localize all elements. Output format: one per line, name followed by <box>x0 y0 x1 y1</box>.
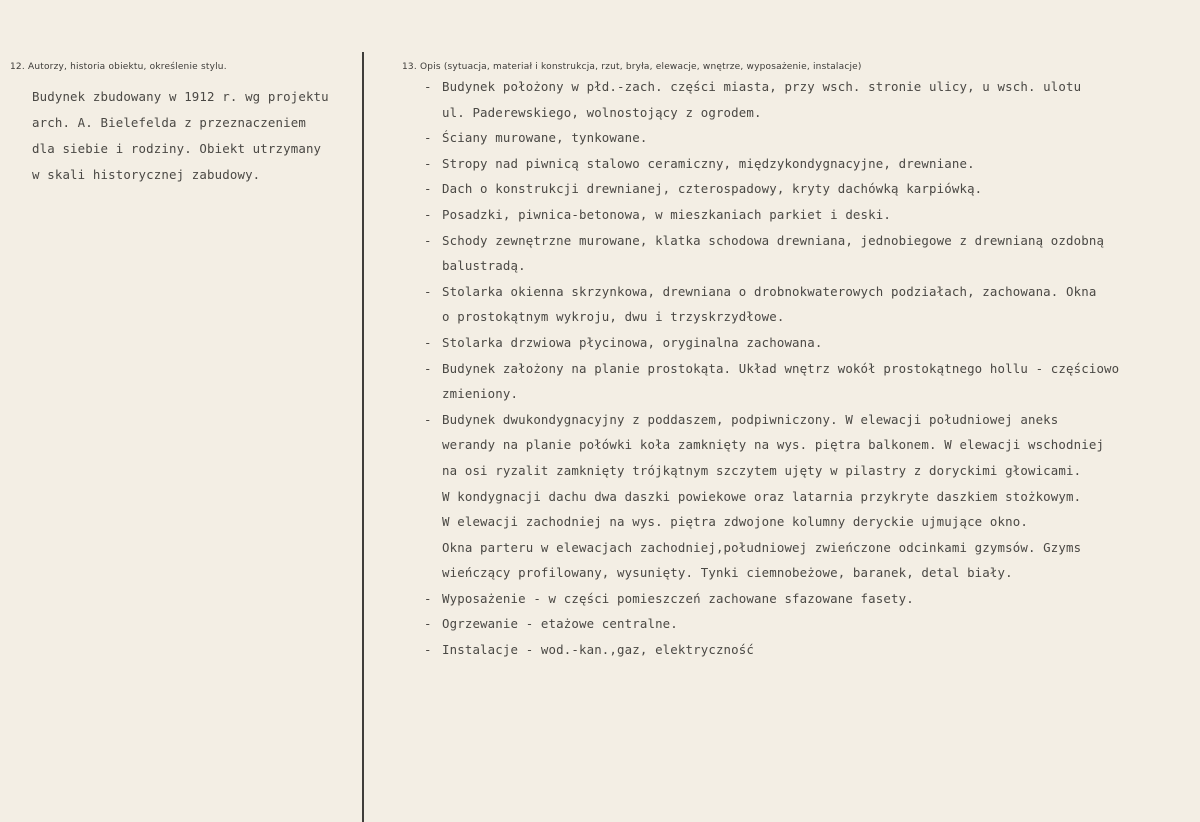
list-item <box>424 151 1184 177</box>
list-item-line: W kondygnacji dachu dwa daszki powiekowe oraz latarnia przykryte daszkiem stożkowym. <box>442 488 1082 504</box>
section-12-line: arch. A. Bielefelda z przeznaczeniem <box>32 115 306 130</box>
list-bullet: - <box>424 616 432 632</box>
section-12-text <box>32 84 350 188</box>
list-item-line: Stropy nad piwnicą stalowo ceramiczny, międzykondygnacyjne, drewniane. <box>442 155 975 171</box>
list-item <box>424 356 1184 407</box>
list-item-line: na osi ryzalit zamknięty trójkątnym szczytem ujęty w pilastry z doryckimi głowicami. <box>442 462 1082 478</box>
section-13-list <box>424 74 1184 663</box>
list-item-line: Schody zewnętrzne murowane, klatka schodowa drewniana, jednobiegowe z drewnianą ozdobną <box>442 232 1105 248</box>
list-bullet: - <box>424 79 432 94</box>
section-12-line: Budynek zbudowany w 1912 r. wg projektu <box>32 89 329 104</box>
list-item-line: Ściany murowane, tynkowane. <box>442 130 648 146</box>
list-item-line: W elewacji zachodniej na wys. piętra zdwojone kolumny deryckie ujmujące okno. <box>442 514 1028 530</box>
list-item-line: ul. Paderewskiego, wolnostojący z ogrodem. <box>442 104 762 120</box>
section-13-heading: 13. Opis (sytuacja, materiał i konstrukcja, rzut, bryła, elewacje, wnętrze, wyposażenie, instalacje) <box>402 62 862 72</box>
list-item <box>424 407 1184 586</box>
list-bullet: - <box>424 590 432 606</box>
list-item-line: zmieniony. <box>442 386 519 402</box>
list-item <box>424 279 1184 330</box>
list-item <box>424 176 1184 202</box>
list-item-line: Ogrzewanie - etażowe centralne. <box>442 616 678 632</box>
list-item-line: o prostokątnym wykroju, dwu i trzyskrzydłowe. <box>442 309 785 325</box>
list-bullet: - <box>424 155 432 171</box>
column-divider <box>362 52 364 822</box>
list-bullet: - <box>424 642 432 658</box>
list-bullet: - <box>424 411 432 427</box>
list-item-line: Stolarka okienna skrzynkowa, drewniana o drobnokwaterowych podziałach, zachowana. Okna <box>442 283 1097 299</box>
list-item-line: Okna parteru w elewacjach zachodniej,południowej zwieńczone odcinkami gzymsów. Gzyms <box>442 539 1082 555</box>
list-item-line: Wyposażenie - w części pomieszczeń zachowane sfazowane fasety. <box>442 590 914 606</box>
list-bullet: - <box>424 283 432 299</box>
list-bullet: - <box>424 334 432 350</box>
list-item <box>424 125 1184 151</box>
list-bullet: - <box>424 181 432 197</box>
section-12-line: w skali historycznej zabudowy. <box>32 167 261 182</box>
section-12-line: dla siebie i rodziny. Obiekt utrzymany <box>32 141 322 156</box>
list-item-line: wieńczący profilowany, wysunięty. Tynki ciemnobeżowe, baranek, detal biały. <box>442 565 1013 581</box>
list-bullet: - <box>424 130 432 146</box>
list-item <box>424 586 1184 612</box>
list-item-line: werandy na planie połówki koła zamknięty na wys. piętra balkonem. W elewacji wschodniej <box>442 437 1105 453</box>
list-item-line: Dach o konstrukcji drewnianej, czterospadowy, kryty dachówką karpiówką. <box>442 181 983 197</box>
list-item-line: Posadzki, piwnica-betonowa, w mieszkaniach parkiet i deski. <box>442 206 891 222</box>
list-item-line: Stolarka drzwiowa płycinowa, oryginalna zachowana. <box>442 334 823 350</box>
list-item <box>424 74 1184 125</box>
list-item <box>424 637 1184 663</box>
list-item-line: Budynek założony na planie prostokąta. Układ wnętrz wokół prostokątnego hollu - częściowo <box>442 360 1120 376</box>
list-item-line: Budynek położony w płd.-zach. części miasta, przy wsch. stronie ulicy, u wsch. ulotu <box>442 79 1082 94</box>
list-item <box>424 611 1184 637</box>
list-item-line: Instalacje - wod.-kan.,gaz, elektryczność <box>442 642 755 658</box>
list-item <box>424 202 1184 228</box>
list-item <box>424 228 1184 279</box>
list-bullet: - <box>424 206 432 222</box>
list-item <box>424 330 1184 356</box>
list-bullet: - <box>424 232 432 248</box>
section-12-heading: 12. Autorzy, historia obiektu, określenie stylu. <box>10 62 227 72</box>
list-bullet: - <box>424 360 432 376</box>
list-item-line: balustradą. <box>442 258 526 274</box>
list-item-line: Budynek dwukondygnacyjny z poddaszem, podpiwniczony. W elewacji południowej aneks <box>442 411 1059 427</box>
